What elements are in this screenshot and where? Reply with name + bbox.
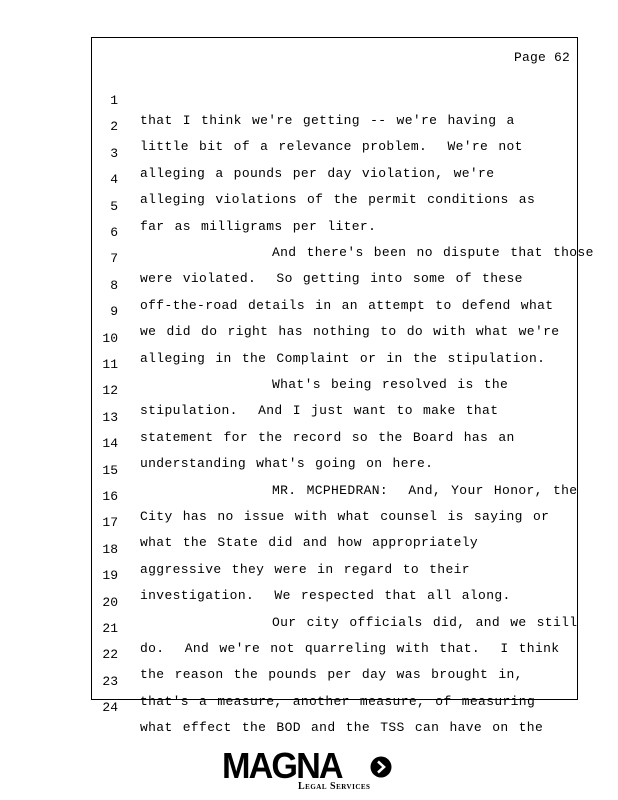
line-number: 14: [102, 436, 118, 452]
line-number: 9: [110, 304, 118, 320]
line-text: that I think we're getting -- we're having a: [140, 113, 515, 128]
line-text: alleging a pounds per day violation, we're: [140, 165, 495, 181]
transcript-line: [92, 71, 515, 128]
line-number: 4: [110, 172, 118, 188]
line-number: 8: [110, 277, 118, 293]
line-number: 17: [102, 515, 118, 531]
line-text: Our city officials did, and we still: [140, 614, 578, 630]
page-number: Page 62: [513, 50, 570, 65]
line-text: MR. MCPHEDRAN: And, Your Honor, the: [140, 482, 578, 498]
line-number: 2: [110, 119, 118, 135]
line-text: little bit of a relevance problem. We're not: [140, 139, 523, 155]
line-number: 1: [110, 93, 118, 108]
line-number: 23: [102, 673, 118, 689]
line-text: aggressive they were in regard to their: [140, 561, 470, 577]
line-number: 13: [102, 409, 118, 425]
line-text: alleging in the Complaint or in the stipulation.: [140, 350, 546, 366]
line-text: understanding what's going on here.: [140, 456, 434, 472]
line-text: were violated. So getting into some of these: [140, 271, 523, 287]
line-number: 16: [102, 489, 118, 504]
line-text: we did do right has nothing to do with what we're: [140, 324, 560, 340]
magna-logo: [222, 745, 397, 794]
line-text: investigation. We respected that all along.: [140, 588, 511, 604]
line-number: 5: [110, 198, 118, 214]
line-text: do. And we're not quarreling with that. I think: [140, 641, 560, 656]
chevron-circle-icon: [370, 756, 392, 778]
line-text: the reason the pounds per day was brought in,: [140, 667, 523, 683]
line-text: alleging violations of the permit conditions as: [140, 192, 536, 208]
logo-subtitle: Legal Services: [298, 781, 371, 792]
line-number: 12: [102, 383, 118, 399]
line-text: what effect the BOD and the TSS can have on the: [140, 720, 544, 736]
line-number: 3: [110, 145, 118, 161]
line-number: 21: [102, 621, 118, 636]
line-number: 15: [102, 462, 118, 478]
line-text: And there's been no dispute that those: [140, 245, 594, 260]
line-text: City has no issue with what counsel is saying or: [140, 509, 550, 524]
line-number: 7: [110, 251, 118, 267]
line-number: 22: [102, 647, 118, 663]
line-text: off-the-road details in an attempt to defend what: [140, 297, 554, 313]
line-text: what the State did and how appropriately: [140, 535, 479, 551]
transcript-page-frame: [91, 37, 594, 736]
line-text: What's being resolved is the: [140, 377, 509, 392]
line-text: far as milligrams per liter.: [140, 218, 377, 234]
line-text: statement for the record so the Board has an: [140, 429, 515, 445]
line-number: 6: [110, 225, 118, 240]
line-number: 19: [102, 568, 118, 584]
logo-wordmark: MAGNA: [222, 745, 342, 786]
line-number: 20: [102, 594, 118, 610]
line-text: that's a measure, another measure, of measuring: [140, 693, 536, 709]
line-number: 11: [102, 357, 118, 372]
line-number: 18: [102, 541, 118, 557]
line-number: 10: [102, 330, 118, 346]
line-text: stipulation. And I just want to make that: [140, 403, 499, 419]
line-number: 24: [102, 700, 118, 716]
